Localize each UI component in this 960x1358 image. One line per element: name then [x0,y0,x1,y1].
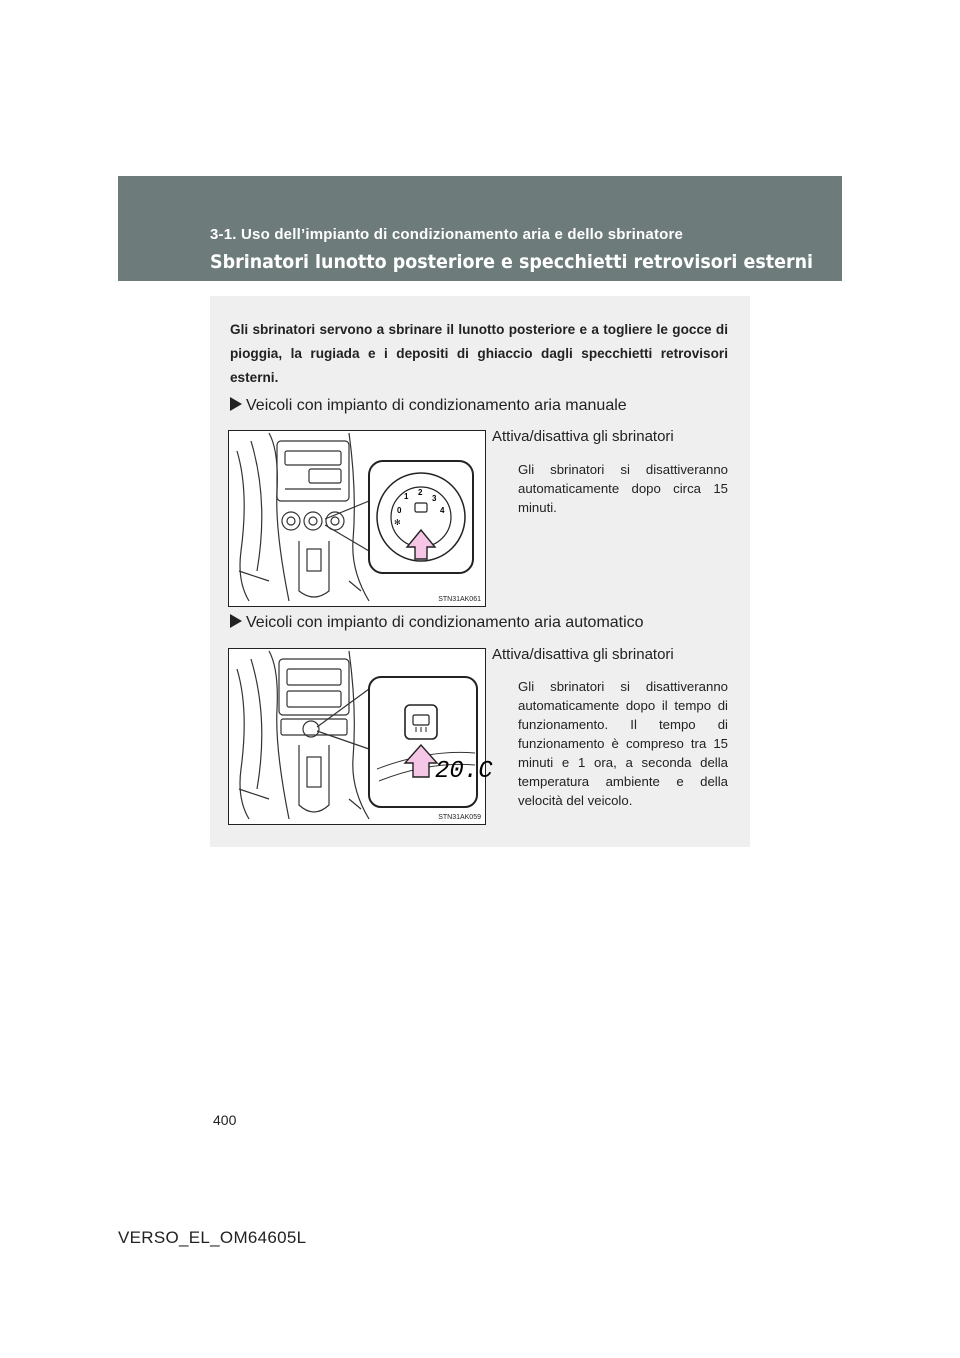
vehicle-heading-automatic [230,614,644,632]
figure-code: STN31AK059 [438,814,481,821]
vehicle-heading-text: Veicoli con impianto di condizionamento aria manuale [246,397,627,414]
description-automatic: Gli sbrinatori si disattiveranno automaticamente dopo il tempo di funzionamento. Il tempo di funzionamento è compreso tra 15 minuti e 1 ora, a seconda della temperatura ambiente e della velocità del veicolo. [518,679,728,808]
defogger-button-icon [405,705,437,739]
temperature-display: 20.C [435,758,493,785]
action-title-manual: Attiva/disattiva gli sbrinatori [492,428,674,445]
page-number: 400 [213,1112,237,1128]
dial-label-2: 2 [418,488,423,497]
dial-label-4: 4 [440,506,445,515]
dial-label-3: 3 [432,494,437,503]
vehicle-heading-manual [230,397,627,415]
action-title-automatic: Attiva/disattiva gli sbrinatori [492,646,674,663]
document-code: VERSO_EL_OM64605L [118,1228,307,1247]
dial-label-1: 1 [404,492,409,501]
fan-icon: ✻ [394,518,401,527]
vehicle-heading-text: Veicoli con impianto di condizionamento aria automatico [246,614,644,631]
figure-code: STN31AK061 [438,596,481,603]
triangle-bullet-icon [230,397,242,411]
section-heading: 3-1. Uso dell’impianto di condizionamento aria e dello sbrinatore [210,226,684,243]
dashboard-illustration-automatic [229,649,493,824]
dial-label-0: 0 [397,506,402,515]
description-manual: Gli sbrinatori si disattiveranno automaticamente dopo circa 15 minuti. [518,462,728,515]
intro-paragraph: Gli sbrinatori servono a sbrinare il lunotto posteriore e a togliere le gocce di pioggia, la rugiada e i depositi di ghiaccio dagli specchietti retrovisori esterni. [230,322,728,385]
page-title: Sbrinatori lunotto posteriore e specchietti retrovisori esterni [210,251,814,273]
triangle-bullet-icon [230,614,242,628]
figure-automatic-ac [228,648,493,825]
figure-manual-ac [228,430,486,607]
dashboard-illustration-manual [229,431,485,606]
